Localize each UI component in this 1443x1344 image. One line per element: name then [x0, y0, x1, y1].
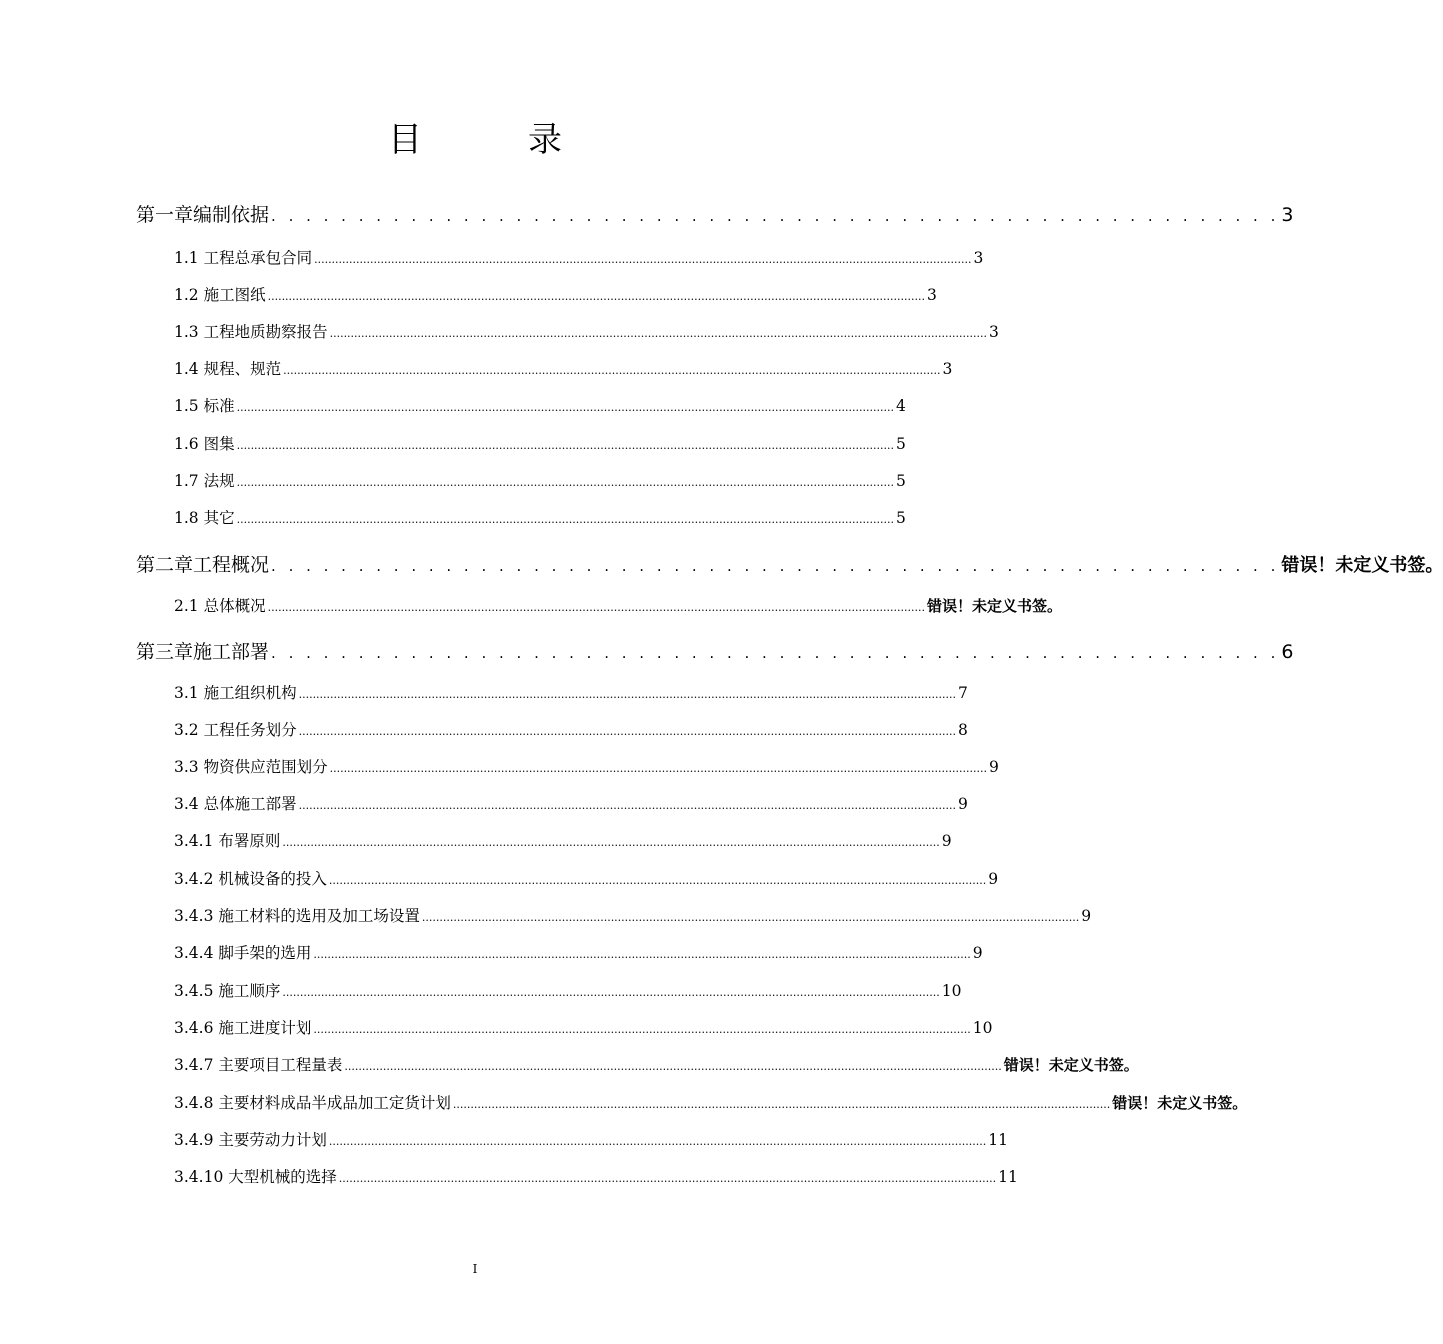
toc-entry[interactable]: [174, 320, 999, 342]
dot-leader: ............................................................................................................................................................................................: [338, 1172, 997, 1185]
toc-entry[interactable]: [174, 394, 906, 416]
toc-entry[interactable]: [174, 755, 999, 777]
page-number: 11: [988, 1131, 1008, 1149]
page-number: 7: [957, 684, 968, 702]
dot-leader: ............................................................................................................................................................................................: [298, 725, 956, 738]
entry-label: 1.6 图集: [174, 435, 235, 453]
entry-label: 1.1 工程总承包合同: [174, 249, 313, 267]
dot-leader: ............................................................................................................................................................................................: [282, 986, 940, 999]
toc-entry[interactable]: [174, 681, 968, 703]
page-number: 5: [895, 435, 906, 453]
entry-label: 3.3 物资供应范围划分: [174, 758, 328, 776]
toc-entry[interactable]: [174, 432, 906, 454]
footer-page-number: I: [472, 1262, 478, 1276]
page-title: 目 录: [388, 120, 598, 160]
entry-label: 3.4.10 大型机械的选择: [174, 1168, 337, 1186]
entry-label: 1.7 法规: [174, 472, 235, 490]
toc-entry[interactable]: [174, 718, 968, 740]
dot-leader: ............................................................................................................................................................................................: [236, 476, 894, 489]
entry-label: 3.4.1 布署原则: [174, 832, 281, 850]
toc-chapter-1[interactable]: [136, 200, 1294, 227]
page-number: 9: [988, 758, 999, 776]
page-number: 11: [998, 1168, 1018, 1186]
dot-leader: ............................................................................................................................................................................................: [452, 1098, 1111, 1111]
entry-label: 3.4.7 主要项目工程量表: [174, 1056, 343, 1074]
dot-leader: ............................................................................................................................................................................................: [267, 601, 925, 614]
toc-chapter-2[interactable]: [136, 550, 1443, 577]
dot-leader: ............................................................................................................................................................................................: [313, 1023, 971, 1036]
dot-leader: ............................................................................................................................................................................................: [329, 762, 987, 775]
page-number: 10: [941, 982, 962, 1000]
dot-leader: ............................................................................................................................................................................................: [282, 836, 940, 849]
toc-entry[interactable]: [174, 469, 906, 491]
page-number: 9: [1081, 907, 1092, 925]
dot-leader: ............................................................................................................................................................................................: [298, 688, 956, 701]
dot-leader: . . . . . . . . . . . . . . . . . . . . . . . . . . . . . . . . . . . . . . . . . . . . . . . . . . . . . . . . . .: [271, 207, 1280, 225]
entry-label: 3.4.8 主要材料成品半成品加工定货计划: [174, 1094, 451, 1112]
dot-leader: ............................................................................................................................................................................................: [283, 364, 941, 377]
toc-entry[interactable]: [174, 1016, 993, 1038]
page-number: 3: [1281, 204, 1294, 226]
toc-entry[interactable]: [174, 357, 953, 379]
chapter-title: 工程概况: [193, 554, 270, 576]
dot-leader: ............................................................................................................................................................................................: [236, 439, 894, 452]
entry-label: 1.5 标准: [174, 397, 235, 415]
toc-entry[interactable]: [174, 829, 952, 851]
page-number: 5: [895, 472, 906, 490]
entry-label: 3.4.2 机械设备的投入: [174, 870, 327, 888]
page-number: 3: [988, 323, 999, 341]
page-number: 4: [895, 397, 906, 415]
toc-entry[interactable]: [174, 506, 906, 528]
chapter-number: 第三章: [136, 641, 194, 663]
page-number: 9: [957, 795, 968, 813]
toc-entry[interactable]: [174, 979, 962, 1001]
chapter-title: 施工部署: [193, 641, 270, 663]
toc-entry[interactable]: [174, 904, 1092, 926]
bookmark-error-text: 错误！未定义书签。: [926, 597, 1062, 615]
dot-leader: . . . . . . . . . . . . . . . . . . . . . . . . . . . . . . . . . . . . . . . . . . . . . . . . . . . . . . . . . .: [271, 557, 1280, 575]
page-number: 3: [973, 249, 984, 267]
page-number: 3: [926, 286, 937, 304]
toc-entry[interactable]: [174, 1053, 1139, 1075]
entry-label: 2.1 总体概况: [174, 597, 266, 615]
dot-leader: ............................................................................................................................................................................................: [328, 1135, 987, 1148]
page-number: 10: [972, 1019, 993, 1037]
dot-leader: ............................................................................................................................................................................................: [313, 948, 971, 961]
entry-label: 3.1 施工组织机构: [174, 684, 297, 702]
dot-leader: ............................................................................................................................................................................................: [344, 1060, 1002, 1073]
dot-leader: ............................................................................................................................................................................................: [421, 911, 1080, 924]
dot-leader: ............................................................................................................................................................................................: [236, 513, 894, 526]
toc-entry[interactable]: [174, 941, 983, 963]
entry-label: 1.3 工程地质勘察报告: [174, 323, 328, 341]
chapter-number: 第二章: [136, 554, 194, 576]
entry-label: 3.4.4 脚手架的选用: [174, 944, 312, 962]
page-number: 9: [941, 832, 952, 850]
dot-leader: ............................................................................................................................................................................................: [267, 290, 925, 303]
page-number: 8: [957, 721, 968, 739]
dot-leader: . . . . . . . . . . . . . . . . . . . . . . . . . . . . . . . . . . . . . . . . . . . . . . . . . . . . . . . . . .: [271, 644, 1280, 662]
dot-leader: ............................................................................................................................................................................................: [236, 401, 894, 414]
toc-entry[interactable]: [174, 1091, 1248, 1113]
toc-entry[interactable]: [174, 792, 968, 814]
entry-label: 3.4.5 施工顺序: [174, 982, 281, 1000]
page-number: 9: [988, 870, 999, 888]
entry-label: 1.4 规程、规范: [174, 360, 282, 378]
entry-label: 3.4 总体施工部署: [174, 795, 297, 813]
dot-leader: ............................................................................................................................................................................................: [314, 253, 972, 266]
page-number: 6: [1281, 641, 1294, 663]
chapter-number: 第一章: [136, 204, 194, 226]
toc-entry[interactable]: [174, 594, 1062, 616]
toc-entry[interactable]: [174, 1128, 1008, 1150]
dot-leader: ............................................................................................................................................................................................: [329, 327, 987, 340]
entry-label: 1.2 施工图纸: [174, 286, 266, 304]
entry-label: 3.4.3 施工材料的选用及加工场设置: [174, 907, 420, 925]
bookmark-error-text: 错误！未定义书签。: [1112, 1094, 1248, 1112]
page-number: 3: [942, 360, 953, 378]
toc-chapter-3[interactable]: [136, 637, 1294, 664]
entry-label: 3.4.9 主要劳动力计划: [174, 1131, 327, 1149]
page-number: 5: [895, 509, 906, 527]
entry-label: 3.4.6 施工进度计划: [174, 1019, 312, 1037]
toc-entry[interactable]: [174, 283, 937, 305]
dot-leader: ............................................................................................................................................................................................: [328, 874, 987, 887]
entry-label: 3.2 工程任务划分: [174, 721, 297, 739]
bookmark-error-text: 错误！未定义书签。: [1003, 1056, 1139, 1074]
toc-entry[interactable]: [174, 246, 984, 268]
bookmark-error-text: 错误！未定义书签。: [1281, 555, 1443, 576]
entry-label: 1.8 其它: [174, 509, 235, 527]
chapter-title: 编制依据: [193, 204, 270, 226]
toc-entry[interactable]: [174, 1165, 1018, 1187]
dot-leader: ............................................................................................................................................................................................: [298, 799, 956, 812]
toc-entry[interactable]: [174, 867, 999, 889]
page-number: 9: [972, 944, 983, 962]
